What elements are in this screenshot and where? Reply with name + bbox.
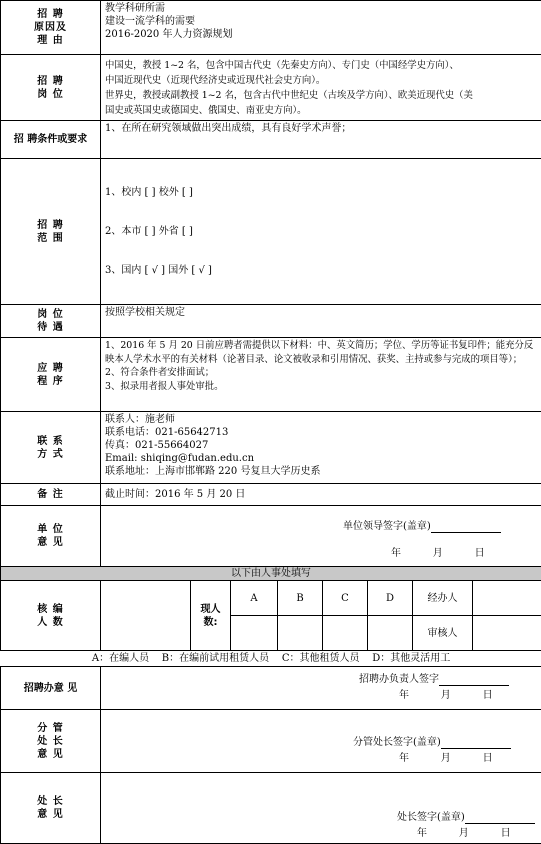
hr-banner-row — [1, 567, 541, 581]
legend-row — [1, 651, 541, 667]
unit-opinion-row — [1, 506, 541, 567]
hr-banner: 以下由人事处填写 — [1, 567, 541, 581]
vp-sign-line — [441, 738, 511, 749]
office-date: 年 月 日 — [399, 689, 493, 702]
office-sign-line — [439, 675, 509, 686]
scope-label: 招 聘 范 围 — [1, 159, 101, 305]
director-opinion-row — [1, 773, 541, 844]
handler-label: 经办人 — [413, 581, 473, 616]
checker-label: 审核人 — [413, 616, 473, 651]
scope-national: 3、国内 [ √ ] 国外 [ √ ] — [105, 264, 537, 277]
contact-row — [1, 412, 541, 484]
scope-content — [101, 159, 541, 305]
treatment-content: 按照学校相关规定 — [101, 305, 541, 338]
col-b-header: B — [278, 581, 323, 616]
col-a-header: A — [231, 581, 278, 616]
unit-date: 年 月 日 — [391, 547, 485, 560]
procedure-content: 1、2016 年 5 月 20 日前应聘者需提供以下材料：中、英文简历；学位、学历等证书复印件；能充分反映本人学术水平的有关材料（论著目录、论文被收录和引用情况、获奖、主持或参与完成的项目等）； 2、符合条件者安排面试； 3、拟录用者报人事处审批。 — [101, 338, 541, 412]
col-d-value[interactable] — [368, 616, 413, 651]
director-sign: 处长签字(盖章) — [397, 811, 535, 824]
quota-blank[interactable] — [101, 581, 191, 651]
position-row — [1, 55, 541, 121]
position-label: 招 聘 岗 位 — [1, 55, 101, 121]
office-opinion-row — [1, 667, 541, 710]
director-opinion-field[interactable] — [101, 773, 541, 844]
remarks-row — [1, 484, 541, 506]
treatment-row — [1, 305, 541, 338]
director-opinion-label: 处 长 意 见 — [1, 773, 101, 844]
contact-fax: 传真：021-55664027 — [105, 439, 537, 452]
treatment-label: 岗 位 待 遇 — [1, 305, 101, 338]
requirements-content: 1、在所在研究领域做出突出成绩，具有良好学术声誉； — [101, 121, 541, 159]
remarks-label: 备 注 — [1, 484, 101, 506]
quota-label: 核 编 人 数 — [1, 581, 101, 651]
checker-field[interactable] — [473, 616, 541, 651]
procedure-row — [1, 338, 541, 412]
requirements-label: 招 聘条件或要求 — [1, 121, 101, 159]
col-c-value[interactable] — [323, 616, 368, 651]
reason-label: 招 聘 原因及 理 由 — [1, 1, 101, 55]
unit-sign: 单位领导签字(盖章) — [343, 520, 501, 533]
remarks-content: 截止时间：2016 年 5 月 20 日 — [101, 484, 541, 506]
vp-date: 年 月 日 — [399, 752, 493, 765]
current-count-label: 现人 数: — [191, 581, 231, 651]
handler-field[interactable] — [473, 581, 541, 616]
office-opinion-label: 招聘办意 见 — [1, 667, 101, 710]
scope-city: 2、本市 [ ] 外省 [ ] — [105, 225, 537, 238]
category-legend: A：在编人员 B：在编前试用租赁人员 C：其他租赁人员 D：其他灵活用工 — [1, 651, 541, 667]
scope-row — [1, 159, 541, 305]
col-c-header: C — [323, 581, 368, 616]
office-opinion-field[interactable] — [101, 667, 541, 710]
reason-content: 教学科研所需 建设一流学科的需要 2016-2020 年人力资源规划 — [101, 1, 541, 55]
contact-label: 联 系 方 式 — [1, 412, 101, 484]
quota-row-top — [1, 581, 541, 616]
unit-sign-line — [431, 522, 501, 533]
unit-opinion-label: 单 位 意 见 — [1, 506, 101, 567]
director-sign-line — [465, 813, 535, 824]
col-d-header: D — [368, 581, 413, 616]
col-b-value[interactable] — [278, 616, 323, 651]
office-sign: 招聘办负责人签字 — [359, 673, 509, 686]
scope-local: 1、校内 [ ] 校外 [ ] — [105, 186, 537, 199]
vp-sign: 分管处长签字(盖章) — [353, 736, 511, 749]
contact-phone: 联系电话：021-65642713 — [105, 426, 537, 439]
vp-opinion-label: 分 管 处 长 意 见 — [1, 710, 101, 773]
vp-opinion-row — [1, 710, 541, 773]
contact-address: 联系地址：上海市邯郸路 220 号复旦大学历史系 — [105, 465, 537, 478]
contact-person: 联系人：施老师 — [105, 413, 537, 426]
requirements-row — [1, 121, 541, 159]
reason-row — [1, 1, 541, 55]
procedure-label: 应 聘 程 序 — [1, 338, 101, 412]
vp-opinion-field[interactable] — [101, 710, 541, 773]
position-content: 中国史，教授 1~2 名，包含中国古代史（先秦史方向）、专门史（中国经学史方向）、 中国近现代史（近现代经济史或近现代社会史方向）。 世界史，教授或副教授 1~2 名，包含古代中世纪史（古埃及学方向）、欧美近现代史（美 国史或英国史或德国史、俄国史、南亚史方向）。 — [101, 55, 541, 121]
contact-email: Email: shiqing@fudan.edu.cn — [105, 452, 537, 465]
contact-content — [101, 412, 541, 484]
director-date: 年 月 日 — [417, 827, 511, 840]
col-a-value[interactable] — [231, 616, 278, 651]
unit-opinion-field[interactable] — [101, 506, 541, 567]
